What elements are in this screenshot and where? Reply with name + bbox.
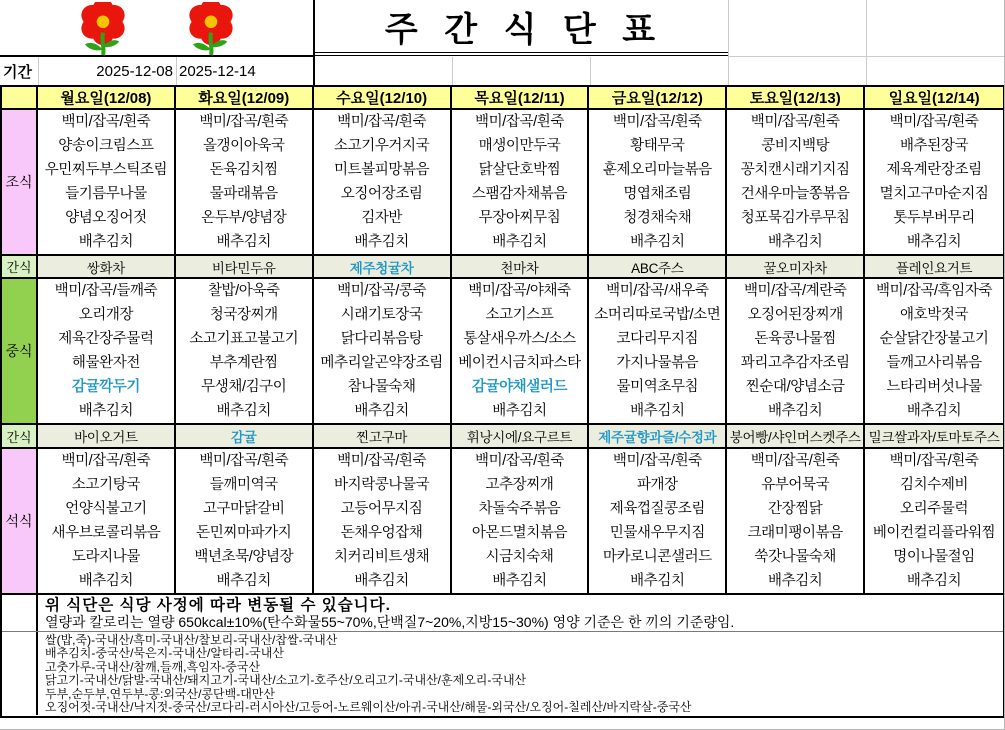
menu-item: 배추김치 bbox=[354, 403, 409, 419]
menu-item: 크래미팽이볶음 bbox=[747, 525, 843, 541]
menu-item: 제주청귤차 bbox=[349, 260, 414, 276]
menu-item: ABC주스 bbox=[631, 260, 684, 276]
menu-cell bbox=[176, 256, 314, 279]
menu-item: 감귤깍두기 bbox=[71, 379, 140, 395]
menu-cell bbox=[176, 449, 314, 595]
menu-item: 배추김치 bbox=[354, 234, 409, 250]
menu-item: 배추김치 bbox=[630, 234, 685, 250]
origin-line: 오징어젓-국내산/낙지젓-중국산/코다리-러시아산/고등어-노르웨이산/아귀-국내산/해물-외국산/오징어-칠레산/바지락살-중국산 bbox=[45, 700, 692, 715]
menu-item: 백미/잡곡/흰죽 bbox=[612, 453, 702, 469]
origin-line: 배추김치-중국산/묵은지-국내산/알타리-국내산 bbox=[45, 646, 284, 661]
menu-cell bbox=[589, 110, 727, 256]
menu-item: 배추된장국 bbox=[900, 138, 969, 154]
menu-item: 멸치고구마순지짐 bbox=[879, 186, 989, 202]
origin-line: 닭고기-국내산/닭발-국내산/돼지고기-국내산/소고기-호주산/오리고기-국내산/훈제오리-국내산 bbox=[45, 673, 527, 688]
menu-item: 소고기표고불고기 bbox=[189, 331, 299, 347]
menu-item: 고구마닭갈비 bbox=[202, 501, 285, 517]
menu-item: 해물완자전 bbox=[71, 355, 140, 371]
menu-item: 올갱이아욱국 bbox=[202, 138, 285, 154]
menu-item: 새우브로콜리볶음 bbox=[51, 525, 161, 541]
menu-item: 느타리버섯나물 bbox=[886, 379, 982, 395]
menu-item: 붕어빵/샤인머스켓주스 bbox=[729, 430, 861, 445]
row-label: 간식 bbox=[2, 425, 38, 449]
menu-cell bbox=[865, 110, 1003, 256]
menu-item: 비타민두유 bbox=[211, 260, 276, 276]
notes-block bbox=[0, 595, 1005, 718]
menu-item: 배추김치 bbox=[906, 573, 962, 589]
menu-item: 찰밥/아욱죽 bbox=[207, 283, 280, 299]
menu-item: 배추김치 bbox=[492, 573, 547, 589]
menu-item: 감귤야채샐러드 bbox=[471, 379, 568, 395]
page-title: 주 간 식 단 표 bbox=[315, 0, 728, 56]
menu-item: 제주귤향과즐/수정과 bbox=[598, 430, 717, 445]
day-header-cell: 화요일(12/09) bbox=[176, 87, 314, 110]
notice-line-2: 열량과 칼로리는 열량 650kcal±10%(탄수화물55~70%,단백질7~20%,지방15~30%) 영양 기준은 한 끼의 기준량임. bbox=[45, 614, 735, 630]
menu-item: 청포묵김가루무침 bbox=[740, 210, 850, 226]
menu-item: 우민찌두부스틱조림 bbox=[44, 162, 168, 178]
menu-cell bbox=[314, 449, 452, 595]
menu-item: 배추김치 bbox=[767, 403, 823, 419]
menu-item: 무생채/김구이 bbox=[201, 379, 287, 395]
menu-item: 베이컨시금치파스타 bbox=[458, 355, 581, 371]
menu-item: 배추김치 bbox=[492, 234, 547, 250]
menu-item: 배추김치 bbox=[216, 573, 271, 589]
menu-item: 닭살단호박찜 bbox=[478, 162, 561, 178]
period-end-date: 2025-12-14 bbox=[179, 62, 256, 80]
menu-item: 백미/잡곡/흰죽 bbox=[337, 453, 427, 469]
flower-icon bbox=[56, 2, 150, 56]
menu-item: 찐고구마 bbox=[356, 430, 408, 445]
menu-item: 쑥갓나물숙채 bbox=[754, 549, 837, 565]
menu-item: 닭다리볶음탕 bbox=[340, 331, 423, 347]
menu-item: 통살새우까스/소스 bbox=[463, 331, 576, 347]
day-header-cell: 목요일(12/11) bbox=[452, 87, 590, 110]
menu-item: 백미/잡곡/흰죽 bbox=[475, 114, 564, 130]
menu-item: 배추김치 bbox=[354, 573, 409, 589]
menu-item: 온두부/양념장 bbox=[201, 210, 287, 226]
menu-item: 치커리비트생채 bbox=[334, 549, 430, 565]
menu-item: 유부어묵국 bbox=[761, 477, 830, 493]
menu-cell bbox=[38, 425, 176, 449]
menu-item: 플레인요거트 bbox=[895, 260, 973, 276]
menu-item: 제육간장주물럭 bbox=[58, 331, 154, 347]
row-label: 간식 bbox=[2, 256, 38, 279]
menu-item: 돈민찌마파가지 bbox=[196, 525, 292, 541]
menu-item: 배추김치 bbox=[906, 234, 962, 250]
menu-item: 건새우마늘쫑볶음 bbox=[740, 186, 850, 202]
origin-section bbox=[2, 632, 1003, 715]
menu-item: 코다리무지짐 bbox=[616, 331, 699, 347]
menu-item: 콩비지백탕 bbox=[761, 138, 830, 154]
menu-item: 오징어장조림 bbox=[340, 186, 423, 202]
menu-cell bbox=[452, 279, 590, 425]
menu-item: 베이컨컬리플라워찜 bbox=[872, 525, 996, 541]
menu-item: 차돌숙주볶음 bbox=[478, 501, 561, 517]
menu-item: 돈육콩나물찜 bbox=[754, 331, 837, 347]
menu-cell bbox=[38, 449, 176, 595]
menu-item: 양념오징어젓 bbox=[65, 210, 147, 226]
menu-item: 백미/잡곡/흰죽 bbox=[199, 114, 289, 130]
menu-item: 백미/잡곡/흰죽 bbox=[750, 453, 840, 469]
flower-icon bbox=[164, 2, 258, 56]
menu-item: 오리주물럭 bbox=[900, 501, 969, 517]
menu-item: 배추김치 bbox=[630, 403, 685, 419]
menu-item: 돈채우엉잡채 bbox=[340, 525, 423, 541]
menu-cell bbox=[865, 256, 1003, 279]
menu-cell bbox=[38, 110, 176, 256]
menu-cell bbox=[176, 279, 314, 425]
period-start-date: 2025-12-08 bbox=[96, 62, 173, 80]
menu-item: 톳두부버무리 bbox=[893, 210, 975, 226]
menu-item: 백미/잡곡/흰죽 bbox=[889, 114, 979, 130]
notice-section bbox=[2, 595, 1003, 632]
menu-cell bbox=[727, 425, 865, 449]
menu-item: 소고기탕국 bbox=[71, 477, 140, 493]
menu-item: 제육껍질콩조림 bbox=[609, 501, 705, 517]
notes-label-spacer bbox=[2, 595, 38, 631]
menu-cell bbox=[314, 110, 452, 256]
menu-item: 백미/잡곡/흰죽 bbox=[61, 453, 151, 469]
menu-item: 명엽채조림 bbox=[623, 186, 692, 202]
menu-item: 애호박젓국 bbox=[900, 307, 969, 323]
corner-cell bbox=[2, 87, 38, 110]
menu-item: 휘낭시에/요구르트 bbox=[466, 430, 573, 445]
menu-item: 백미/잡곡/콩죽 bbox=[337, 283, 427, 299]
menu-item: 소고기스프 bbox=[485, 307, 554, 323]
menu-item: 김자반 bbox=[361, 210, 403, 226]
menu-item: 배추김치 bbox=[767, 573, 823, 589]
menu-item: 배추김치 bbox=[906, 403, 962, 419]
menu-item: 백미/잡곡/흰죽 bbox=[889, 453, 979, 469]
menu-table bbox=[0, 85, 1005, 595]
menu-item: 청경채숙채 bbox=[623, 210, 692, 226]
period-row bbox=[0, 57, 1005, 85]
notice-line-1: 위 식단은 식당 사정에 따라 변동될 수 있습니다. bbox=[45, 597, 391, 614]
menu-item: 백미/잡곡/흰죽 bbox=[750, 114, 840, 130]
row-label: 석식 bbox=[2, 449, 38, 595]
day-header-cell: 수요일(12/10) bbox=[314, 87, 452, 110]
origin-line: 두부,순두부,연두부-콩:외국산/콩단백-대만산 bbox=[45, 686, 275, 701]
menu-cell bbox=[452, 425, 590, 449]
menu-item: 백미/잡곡/야채죽 bbox=[468, 283, 571, 299]
menu-item: 황태무국 bbox=[630, 138, 685, 154]
menu-item: 바지락콩나물국 bbox=[334, 477, 430, 493]
day-header-cell: 일요일(12/14) bbox=[865, 87, 1003, 110]
menu-cell bbox=[452, 449, 590, 595]
menu-item: 미트볼피망볶음 bbox=[334, 162, 430, 178]
menu-item: 민물새우무지짐 bbox=[609, 525, 705, 541]
menu-item: 배추김치 bbox=[216, 403, 271, 419]
day-header-cell: 토요일(12/13) bbox=[727, 87, 865, 110]
menu-item: 고등어무지짐 bbox=[340, 501, 423, 517]
menu-item: 아몬드멸치볶음 bbox=[471, 525, 568, 541]
menu-item: 쌍화차 bbox=[86, 260, 126, 276]
menu-cell bbox=[727, 256, 865, 279]
menu-item: 백미/잡곡/흑임자죽 bbox=[876, 283, 993, 299]
menu-item: 마카로니콘샐러드 bbox=[602, 549, 712, 565]
menu-item: 배추김치 bbox=[216, 234, 271, 250]
menu-item: 배추김치 bbox=[78, 573, 134, 589]
menu-item: 고추장찌개 bbox=[485, 477, 554, 493]
menu-cell bbox=[452, 110, 590, 256]
menu-item: 백년초묵/양념장 bbox=[194, 549, 294, 565]
menu-item: 바이오거트 bbox=[74, 430, 138, 445]
menu-item: 가지나물볶음 bbox=[616, 355, 699, 371]
menu-item: 스팸감자채볶음 bbox=[471, 186, 568, 202]
menu-cell bbox=[314, 256, 452, 279]
menu-item: 꿀오미자차 bbox=[763, 260, 828, 276]
menu-item: 배추김치 bbox=[78, 234, 134, 250]
menu-item: 훈제오리마늘볶음 bbox=[602, 162, 712, 178]
origin-lines bbox=[38, 632, 1003, 715]
menu-item: 도라지나물 bbox=[71, 549, 140, 565]
menu-item: 소머리따로국밥/소면 bbox=[594, 307, 721, 323]
menu-item: 백미/잡곡/흰죽 bbox=[337, 114, 427, 130]
menu-item: 백미/잡곡/흰죽 bbox=[475, 453, 564, 469]
menu-item: 제육계란장조림 bbox=[886, 162, 982, 178]
menu-item: 청국장찌개 bbox=[209, 307, 278, 323]
menu-cell bbox=[727, 449, 865, 595]
menu-item: 매생이만두국 bbox=[478, 138, 561, 154]
menu-item: 순살닭간장불고기 bbox=[879, 331, 989, 347]
menu-cell bbox=[176, 425, 314, 449]
menu-item: 무장아찌무침 bbox=[478, 210, 561, 226]
menu-cell bbox=[38, 256, 176, 279]
menu-item: 소고기우거지국 bbox=[334, 138, 430, 154]
menu-cell bbox=[589, 449, 727, 595]
menu-item: 백미/잡곡/흰죽 bbox=[61, 114, 151, 130]
menu-cell bbox=[865, 449, 1003, 595]
menu-item: 백미/잡곡/계란죽 bbox=[743, 283, 847, 299]
menu-item: 배추김치 bbox=[767, 234, 823, 250]
notes-label-spacer bbox=[2, 632, 38, 715]
menu-cell bbox=[314, 425, 452, 449]
origin-line: 고춧가루-국내산/참깨,들깨,흑임자-중국산 bbox=[45, 659, 261, 674]
menu-item: 감귤 bbox=[231, 430, 257, 445]
menu-item: 파개장 bbox=[636, 477, 678, 493]
menu-item: 부추계란찜 bbox=[209, 355, 278, 371]
origin-line: 쌀(밥,죽)-국내산/흑미-국내산/찰보리-국내산/찹쌀-국내산 bbox=[45, 633, 338, 647]
row-label: 조식 bbox=[2, 110, 38, 256]
menu-item: 배추김치 bbox=[492, 403, 547, 419]
menu-item: 꽈리고추감자조림 bbox=[740, 355, 850, 371]
menu-cell bbox=[727, 110, 865, 256]
menu-item: 시래기토장국 bbox=[340, 307, 423, 323]
menu-item: 백미/잡곡/흰죽 bbox=[612, 114, 702, 130]
menu-item: 백미/잡곡/새우죽 bbox=[606, 283, 709, 299]
period-label: 기간 bbox=[3, 63, 32, 81]
menu-item: 천마차 bbox=[500, 260, 539, 276]
menu-item: 백미/잡곡/들깨죽 bbox=[54, 283, 158, 299]
menu-cell bbox=[589, 425, 727, 449]
notice-content bbox=[38, 595, 1003, 631]
menu-item: 명이나물절임 bbox=[893, 549, 975, 565]
menu-item: 메추리알곤약장조림 bbox=[320, 355, 443, 371]
menu-item: 물파래볶음 bbox=[209, 186, 278, 202]
menu-item: 참나물숙채 bbox=[347, 379, 416, 395]
menu-item: 양송이크림스프 bbox=[58, 138, 154, 154]
menu-item: 들깨고사리볶음 bbox=[886, 355, 982, 371]
menu-item: 들기름무나물 bbox=[65, 186, 147, 202]
menu-cell bbox=[176, 110, 314, 256]
menu-item: 돈육김치찜 bbox=[209, 162, 278, 178]
menu-item: 밀크쌀과자/토마토주스 bbox=[868, 430, 1000, 445]
menu-cell bbox=[865, 425, 1003, 449]
menu-item: 물미역초무침 bbox=[616, 379, 699, 395]
menu-cell bbox=[452, 256, 590, 279]
flower-box bbox=[0, 0, 315, 57]
menu-item: 배추김치 bbox=[630, 573, 685, 589]
menu-item: 배추김치 bbox=[78, 403, 134, 419]
day-header-cell: 금요일(12/12) bbox=[589, 87, 727, 110]
menu-cell bbox=[314, 279, 452, 425]
menu-cell bbox=[865, 279, 1003, 425]
menu-item: 들깨미역국 bbox=[209, 477, 278, 493]
menu-item: 오징어된장찌개 bbox=[747, 307, 843, 323]
menu-item: 간장찜닭 bbox=[767, 501, 823, 517]
menu-cell bbox=[589, 279, 727, 425]
menu-item: 백미/잡곡/흰죽 bbox=[199, 453, 289, 469]
menu-item: 언양식불고기 bbox=[65, 501, 147, 517]
day-header-cell: 월요일(12/08) bbox=[38, 87, 176, 110]
row-label: 중식 bbox=[2, 279, 38, 425]
menu-item: 시금치숙채 bbox=[485, 549, 554, 565]
menu-item: 오리개장 bbox=[78, 307, 134, 323]
menu-item: 꽁치캔시래기지짐 bbox=[740, 162, 850, 178]
menu-cell bbox=[589, 256, 727, 279]
menu-item: 김치수제비 bbox=[900, 477, 969, 493]
menu-cell bbox=[727, 279, 865, 425]
menu-cell bbox=[38, 279, 176, 425]
menu-item: 찐순대/양념소금 bbox=[745, 379, 845, 395]
